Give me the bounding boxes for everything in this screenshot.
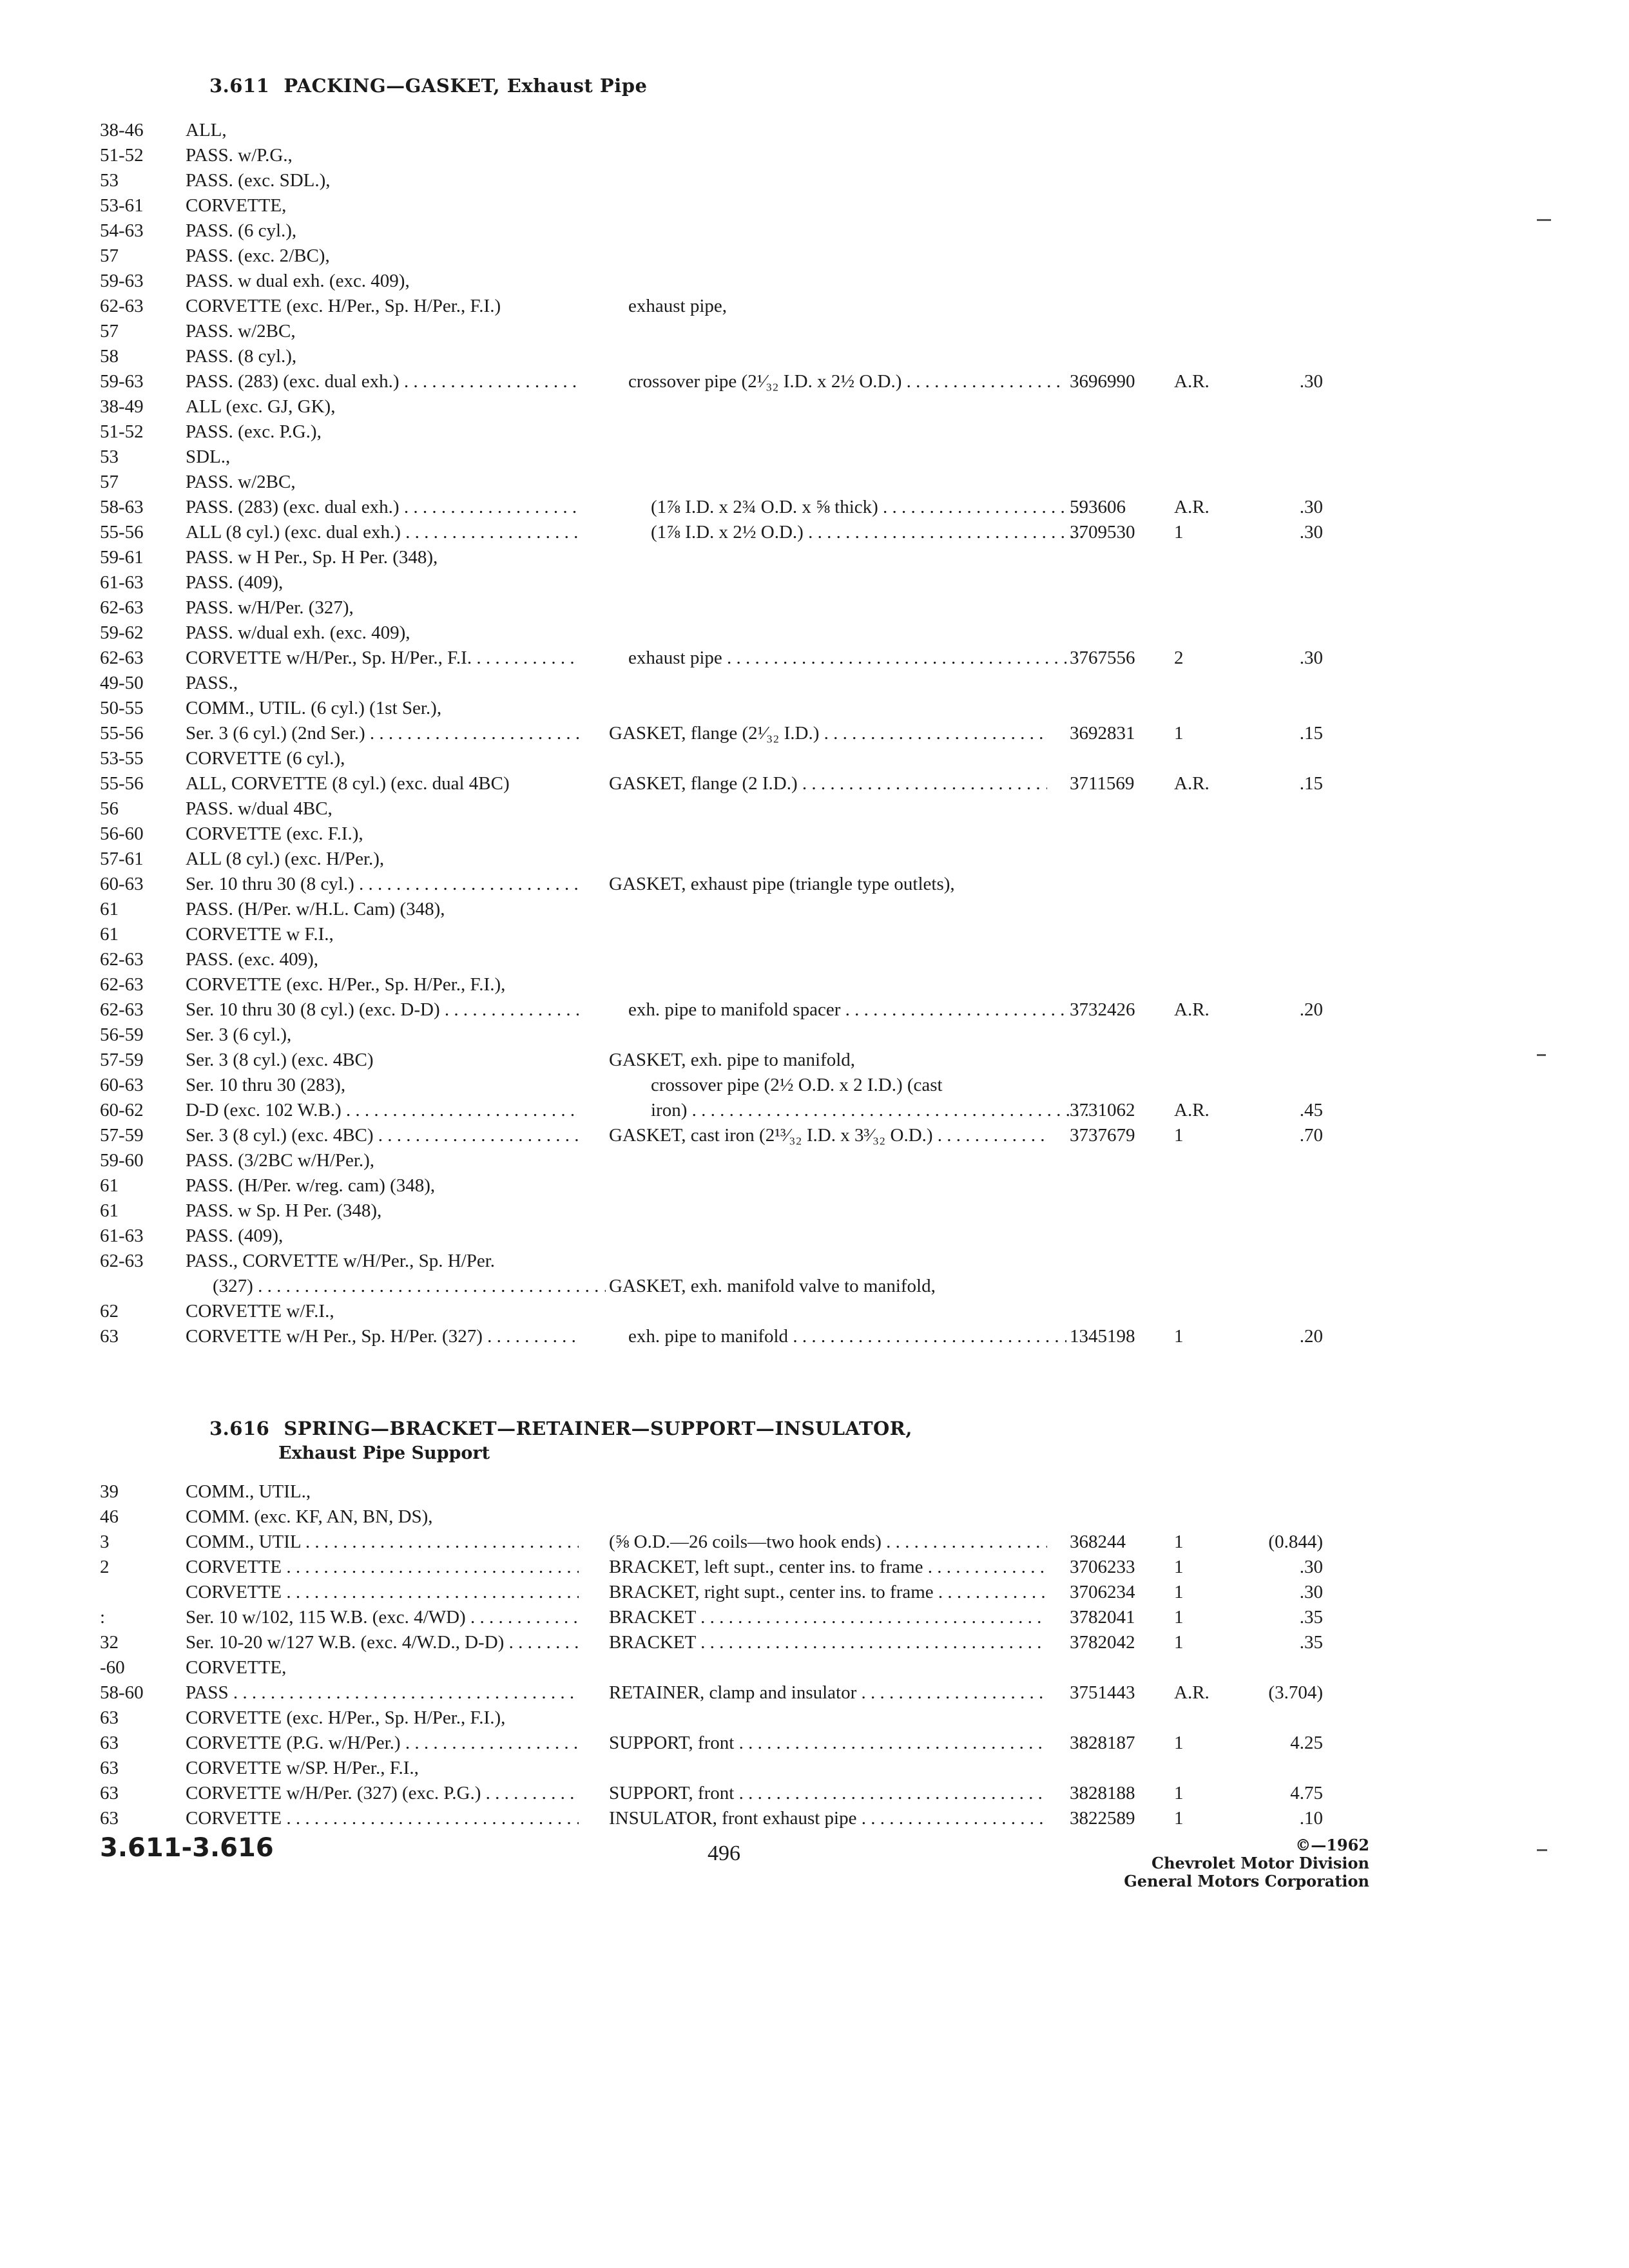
table-row [0,746,1629,771]
quantity-cell: 1 [1174,1733,1184,1753]
table-row [0,570,1629,595]
part-number-cell: 3732426 [1070,999,1135,1020]
model-year-cell: 59-63 [100,271,144,291]
description-cell: RETAINER, clamp and insulator . . . [609,1680,1047,1706]
description-cell: BRACKET, left supt., center ins. to frame . . . [609,1555,1047,1580]
table-row [0,972,1629,997]
description-cell: GASKET, cast iron (2¹³⁄₃₂ I.D. x 3³⁄₃₂ O.D.) . . . [609,1123,1047,1148]
model-year-cell: 61 [100,1200,119,1221]
quantity-cell: 2 [1174,648,1184,668]
model-year-cell: 57 [100,472,119,492]
application-cell: PASS. (3/2BC w/H/Per.), [186,1150,375,1171]
table-row [0,168,1629,193]
application-cell: CORVETTE w F.I., [186,924,334,945]
table-row [0,1123,1629,1148]
application-cell: COMM., UTIL. (6 cyl.) (1st Ser.), [186,698,442,718]
model-year-cell: 39 [100,1481,119,1502]
application-cell: Ser. 10 thru 30 (283), [186,1075,346,1095]
model-year-cell: 32 [100,1632,119,1653]
application-cell: Ser. 3 (6 cyl.) (2nd Ser.) . . . [186,721,579,746]
table-row [0,1173,1629,1198]
section-3616-heading [209,1418,912,1439]
part-number-cell: 3696990 [1070,371,1135,392]
description-cell: (1⅞ I.D. x 2¾ O.D. x ⅝ thick) . . . [651,495,1089,520]
model-year-cell: 58-60 [100,1682,144,1703]
application-cell: PASS. w dual exh. (exc. 409), [186,271,410,291]
section-title: PACKING—GASKET, Exhaust Pipe [284,75,648,97]
application-cell: PASS. (409), [186,572,284,593]
part-number-cell: 3828187 [1070,1733,1135,1753]
table-row [0,1580,1629,1605]
table-row [0,1148,1629,1173]
model-year-cell: 53-55 [100,748,144,769]
model-year-cell: 60-63 [100,874,144,894]
part-number-cell: 3828188 [1070,1783,1135,1803]
description-cell: GASKET, flange (2 I.D.) . . . [609,771,1047,796]
model-year-cell: 58-63 [100,497,144,517]
application-cell: PASS. (exc. 409), [186,949,318,970]
table-row [0,269,1629,294]
model-year-cell: 63 [100,1733,119,1753]
part-number-cell: 3822589 [1070,1808,1135,1829]
model-year-cell: 60-62 [100,1100,144,1120]
description-cell: BRACKET, right supt., center ins. to frame . . . [609,1580,1047,1605]
description-cell: GASKET, exh. pipe to manifold, [609,1050,856,1070]
model-year-cell: 61 [100,924,119,945]
table-row [0,344,1629,369]
price-cell: 4.25 [1290,1733,1323,1753]
application-cell: Ser. 10 w/102, 115 W.B. (exc. 4/WD) . . . [186,1605,579,1630]
table-row [0,1299,1629,1324]
price-cell: .35 [1299,1632,1323,1653]
description-cell: INSULATOR, front exhaust pipe . . . [609,1806,1047,1831]
model-year-cell: 62 [100,1301,119,1321]
table-row [0,1479,1629,1504]
description-cell: crossover pipe (2¹⁄₃₂ I.D. x 2½ O.D.) . . . [628,369,1066,394]
application-cell: CORVETTE w/H/Per., Sp. H/Per., F.I. . . . [186,646,579,671]
price-cell: .20 [1299,1326,1323,1347]
model-year-cell: 60-63 [100,1075,144,1095]
description-cell: (1⅞ I.D. x 2½ O.D.) . . . [651,520,1089,545]
table-row [0,1680,1629,1706]
model-year-cell: 59-63 [100,371,144,392]
section-title: SPRING—BRACKET—RETAINER—SUPPORT—INSULATOR, [284,1418,912,1439]
quantity-cell: 1 [1174,1532,1184,1552]
price-cell: .30 [1299,1557,1323,1577]
table-row [0,394,1629,419]
description-cell: exh. pipe to manifold spacer . . . [628,997,1066,1023]
model-year-cell: 57-61 [100,849,144,869]
table-row [0,897,1629,922]
quantity-cell: 1 [1174,1557,1184,1577]
part-number-cell: 593606 [1070,497,1126,517]
table-row [0,947,1629,972]
application-cell: PASS. w/2BC, [186,472,296,492]
table-row [0,646,1629,671]
table-row [0,1504,1629,1530]
table-row [0,445,1629,470]
application-cell: PASS., [186,673,238,693]
model-year-cell: 63 [100,1758,119,1778]
model-year-cell: 62-63 [100,1251,144,1271]
application-cell: ALL (8 cyl.) (exc. dual exh.) . . . [186,520,579,545]
part-number-cell: 1345198 [1070,1326,1135,1347]
quantity-cell: A.R. [1174,999,1210,1020]
application-cell: Ser. 3 (6 cyl.), [186,1024,292,1045]
part-number-cell: 3782041 [1070,1607,1135,1628]
application-cell: CORVETTE w/H/Per. (327) (exc. P.G.) . . . [186,1781,579,1806]
description-cell: GASKET, exhaust pipe (triangle type outlets), [609,874,955,894]
application-cell: (327) . . . [213,1274,606,1299]
table-row [0,922,1629,947]
application-cell: PASS. (H/Per. w/H.L. Cam) (348), [186,899,445,919]
application-cell: PASS. w H Per., Sp. H Per. (348), [186,547,438,568]
price-cell: .15 [1299,773,1323,794]
part-number-cell: 3706234 [1070,1582,1135,1602]
part-number-cell: 3751443 [1070,1682,1135,1703]
application-cell: PASS. (409), [186,1225,284,1246]
description-cell: SUPPORT, front . . . [609,1781,1047,1806]
model-year-cell: 61 [100,899,119,919]
price-cell: .70 [1299,1125,1323,1146]
margin-mark [1537,1849,1547,1851]
model-year-cell: 61-63 [100,1225,144,1246]
application-cell: CORVETTE . . . [186,1555,579,1580]
application-cell: CORVETTE (exc. F.I.), [186,823,363,844]
model-year-cell: 55-56 [100,773,144,794]
model-year-cell: 53 [100,170,119,191]
application-cell: PASS. (6 cyl.), [186,220,297,241]
application-cell: PASS. (exc. SDL.), [186,170,331,191]
description-cell: GASKET, flange (2¹⁄₃₂ I.D.) . . . [609,721,1047,746]
model-year-cell: 62-63 [100,999,144,1020]
section-number: 3.611 [209,75,270,97]
application-cell: PASS. (283) (exc. dual exh.) . . . [186,369,579,394]
model-year-cell: 46 [100,1506,119,1527]
footer-copyright [1121,1836,1369,1890]
table-row [0,1098,1629,1123]
description-cell: SUPPORT, front . . . [609,1731,1047,1756]
model-year-cell: 57-59 [100,1125,144,1146]
model-year-cell: 51-52 [100,145,144,166]
application-cell: COMM., UTIL., [186,1481,311,1502]
table-row [0,369,1629,394]
description-cell: exh. pipe to manifold . . . [628,1324,1066,1349]
model-year-cell: 3 [100,1532,110,1552]
application-cell: PASS . . . [186,1680,579,1706]
application-cell: PASS., CORVETTE w/H/Per., Sp. H/Per. [186,1251,496,1271]
part-number-cell: 3737679 [1070,1125,1135,1146]
price-cell: .30 [1299,648,1323,668]
model-year-cell: 38-46 [100,120,144,140]
application-cell: CORVETTE . . . [186,1806,579,1831]
table-row [0,1198,1629,1224]
model-year-cell: 54-63 [100,220,144,241]
application-cell: PASS. w/2BC, [186,321,296,341]
model-year-cell: : [100,1607,106,1628]
model-year-cell: -60 [100,1657,125,1678]
table-row [0,244,1629,269]
model-year-cell: 59-62 [100,622,144,643]
quantity-cell: 1 [1174,1783,1184,1803]
section-number: 3.616 [209,1418,270,1439]
table-row [0,1249,1629,1274]
model-year-cell: 50-55 [100,698,144,718]
quantity-cell: 1 [1174,1632,1184,1653]
application-cell: PASS. (8 cyl.), [186,346,297,367]
table-row [0,1781,1629,1806]
model-year-cell: 49-50 [100,673,144,693]
table-row [0,872,1629,897]
part-number-cell: 3692831 [1070,723,1135,744]
part-number-cell: 3709530 [1070,522,1135,543]
application-cell: CORVETTE, [186,1657,287,1678]
table-row [0,193,1629,218]
model-year-cell: 38-49 [100,396,144,417]
model-year-cell: 56 [100,798,119,819]
footer-section-range: 3.611-3.616 [100,1833,274,1863]
table-row [0,796,1629,822]
application-cell: CORVETTE (P.G. w/H/Per.) . . . [186,1731,579,1756]
part-number-cell: 3706233 [1070,1557,1135,1577]
model-year-cell: 63 [100,1783,119,1803]
section-subtitle: Exhaust Pipe Support [278,1443,490,1463]
price-cell: (3.704) [1268,1682,1323,1703]
application-cell: PASS. w/dual exh. (exc. 409), [186,622,410,643]
table-row [0,495,1629,520]
model-year-cell: 62-63 [100,296,144,316]
quantity-cell: 1 [1174,1607,1184,1628]
table-row [0,470,1629,495]
quantity-cell: A.R. [1174,1682,1210,1703]
table-row [0,118,1629,143]
application-cell: CORVETTE (exc. H/Per., Sp. H/Per., F.I.), [186,1707,506,1728]
table-row [0,1224,1629,1249]
model-year-cell: 51-52 [100,421,144,442]
application-cell: PASS. (exc. 2/BC), [186,245,330,266]
table-row [0,1048,1629,1073]
price-cell: .30 [1299,1582,1323,1602]
quantity-cell: A.R. [1174,1100,1210,1120]
model-year-cell: 63 [100,1707,119,1728]
application-cell: ALL, [186,120,227,140]
application-cell: ALL (exc. GJ, GK), [186,396,336,417]
price-cell: (0.844) [1268,1532,1323,1552]
description-cell: BRACKET . . . [609,1605,1047,1630]
model-year-cell: 56-59 [100,1024,144,1045]
model-year-cell: 62-63 [100,949,144,970]
model-year-cell: 58 [100,346,119,367]
table-row [0,771,1629,796]
application-cell: PASS. (exc. P.G.), [186,421,322,442]
price-cell: .20 [1299,999,1323,1020]
quantity-cell: 1 [1174,1125,1184,1146]
model-year-cell: 63 [100,1326,119,1347]
table-row [0,620,1629,646]
model-year-cell: 62-63 [100,648,144,668]
application-cell: CORVETTE (exc. H/Per., Sp. H/Per., F.I.), [186,974,506,995]
model-year-cell: 62-63 [100,974,144,995]
description-cell: crossover pipe (2½ O.D. x 2 I.D.) (cast [651,1075,943,1095]
price-cell: 4.75 [1290,1783,1323,1803]
application-cell: COMM. (exc. KF, AN, BN, DS), [186,1506,433,1527]
application-cell: PASS. w/P.G., [186,145,293,166]
table-row [0,545,1629,570]
table-row [0,595,1629,620]
margin-mark [1537,219,1551,221]
model-year-cell: 57 [100,245,119,266]
table-row [0,143,1629,168]
application-cell: Ser. 10 thru 30 (8 cyl.) . . . [186,872,579,897]
application-cell: SDL., [186,447,231,467]
quantity-cell: A.R. [1174,773,1210,794]
price-cell: .30 [1299,497,1323,517]
application-cell: ALL, CORVETTE (8 cyl.) (exc. dual 4BC) [186,773,510,794]
model-year-cell: 55-56 [100,522,144,543]
quantity-cell: 1 [1174,723,1184,744]
part-number-cell: 3782042 [1070,1632,1135,1653]
table-row [0,1655,1629,1680]
price-cell: .30 [1299,522,1323,543]
model-year-cell: 59-60 [100,1150,144,1171]
application-cell: ALL (8 cyl.) (exc. H/Per.), [186,849,385,869]
table-row [0,520,1629,545]
application-cell: CORVETTE (6 cyl.), [186,748,345,769]
quantity-cell: 1 [1174,522,1184,543]
application-cell: Ser. 10 thru 30 (8 cyl.) (exc. D-D) . . . [186,997,579,1023]
model-year-cell: 59-61 [100,547,144,568]
model-year-cell: 57-59 [100,1050,144,1070]
section-3611-table [0,118,1629,1349]
table-row [0,1605,1629,1630]
application-cell: CORVETTE . . . [186,1580,579,1605]
description-cell: exhaust pipe . . . [628,646,1066,671]
application-cell: PASS. w/H/Per. (327), [186,597,354,618]
application-cell: CORVETTE w/SP. H/Per., F.I., [186,1758,419,1778]
model-year-cell: 55-56 [100,723,144,744]
section-3611-heading [209,75,647,97]
table-row [0,1555,1629,1580]
company-line-2: General Motors Corporation [1124,1872,1369,1890]
quantity-cell: 1 [1174,1582,1184,1602]
model-year-cell: 61 [100,1175,119,1196]
application-cell: COMM., UTIL . . . [186,1530,579,1555]
application-cell: PASS. (H/Per. w/reg. cam) (348), [186,1175,436,1196]
table-row [0,997,1629,1023]
application-cell: D-D (exc. 102 W.B.) . . . [186,1098,579,1123]
application-cell: Ser. 3 (8 cyl.) (exc. 4BC) [186,1050,374,1070]
description-cell: GASKET, exh. manifold valve to manifold, [609,1276,936,1296]
table-row [0,696,1629,721]
part-number-cell: 3767556 [1070,648,1135,668]
table-row [0,1023,1629,1048]
model-year-cell: 53-61 [100,195,144,216]
model-year-cell: 62-63 [100,597,144,618]
table-row [0,218,1629,244]
application-cell: CORVETTE (exc. H/Per., Sp. H/Per., F.I.) [186,296,501,316]
table-row [0,294,1629,319]
application-cell: PASS. w Sp. H Per. (348), [186,1200,382,1221]
description-cell: iron) . . . [651,1098,1089,1123]
table-row [0,1073,1629,1098]
description-cell: exhaust pipe, [628,296,728,316]
quantity-cell: 1 [1174,1808,1184,1829]
price-cell: .10 [1299,1808,1323,1829]
table-row [0,1731,1629,1756]
part-number-cell: 3731062 [1070,1100,1135,1120]
table-row [0,847,1629,872]
description-cell: (⅝ O.D.—26 coils—two hook ends) . . . [609,1530,1047,1555]
table-row [0,419,1629,445]
quantity-cell: A.R. [1174,497,1210,517]
model-year-cell: 61-63 [100,572,144,593]
part-number-cell: 368244 [1070,1532,1126,1552]
section-3616-table [0,1479,1629,1831]
table-row [0,1274,1629,1299]
table-row [0,1630,1629,1655]
table-row [0,1806,1629,1831]
company-line-1: Chevrolet Motor Division [1152,1854,1369,1872]
price-cell: .30 [1299,371,1323,392]
margin-mark [1537,1054,1546,1056]
application-cell: Ser. 3 (8 cyl.) (exc. 4BC) . . . [186,1123,579,1148]
part-number-cell: 3711569 [1070,773,1135,794]
description-cell: BRACKET . . . [609,1630,1047,1655]
model-year-cell: 63 [100,1808,119,1829]
table-row [0,721,1629,746]
price-cell: .35 [1299,1607,1323,1628]
table-row [0,1530,1629,1555]
application-cell: CORVETTE w/H Per., Sp. H/Per. (327) . . . [186,1324,579,1349]
copyright-line: ©—1962 [1295,1836,1369,1854]
quantity-cell: 1 [1174,1326,1184,1347]
model-year-cell: 57 [100,321,119,341]
model-year-cell: 56-60 [100,823,144,844]
table-row [0,1324,1629,1349]
table-row [0,671,1629,696]
model-year-cell: 53 [100,447,119,467]
application-cell: CORVETTE, [186,195,287,216]
application-cell: PASS. (283) (exc. dual exh.) . . . [186,495,579,520]
quantity-cell: A.R. [1174,371,1210,392]
table-row [0,1706,1629,1731]
price-cell: .15 [1299,723,1323,744]
application-cell: Ser. 10-20 w/127 W.B. (exc. 4/W.D., D-D) . . . [186,1630,579,1655]
table-row [0,1756,1629,1781]
page-number: 496 [708,1841,740,1865]
table-row [0,822,1629,847]
table-row [0,319,1629,344]
application-cell: PASS. w/dual 4BC, [186,798,333,819]
price-cell: .45 [1299,1100,1323,1120]
application-cell: CORVETTE w/F.I., [186,1301,334,1321]
model-year-cell: 2 [100,1557,110,1577]
